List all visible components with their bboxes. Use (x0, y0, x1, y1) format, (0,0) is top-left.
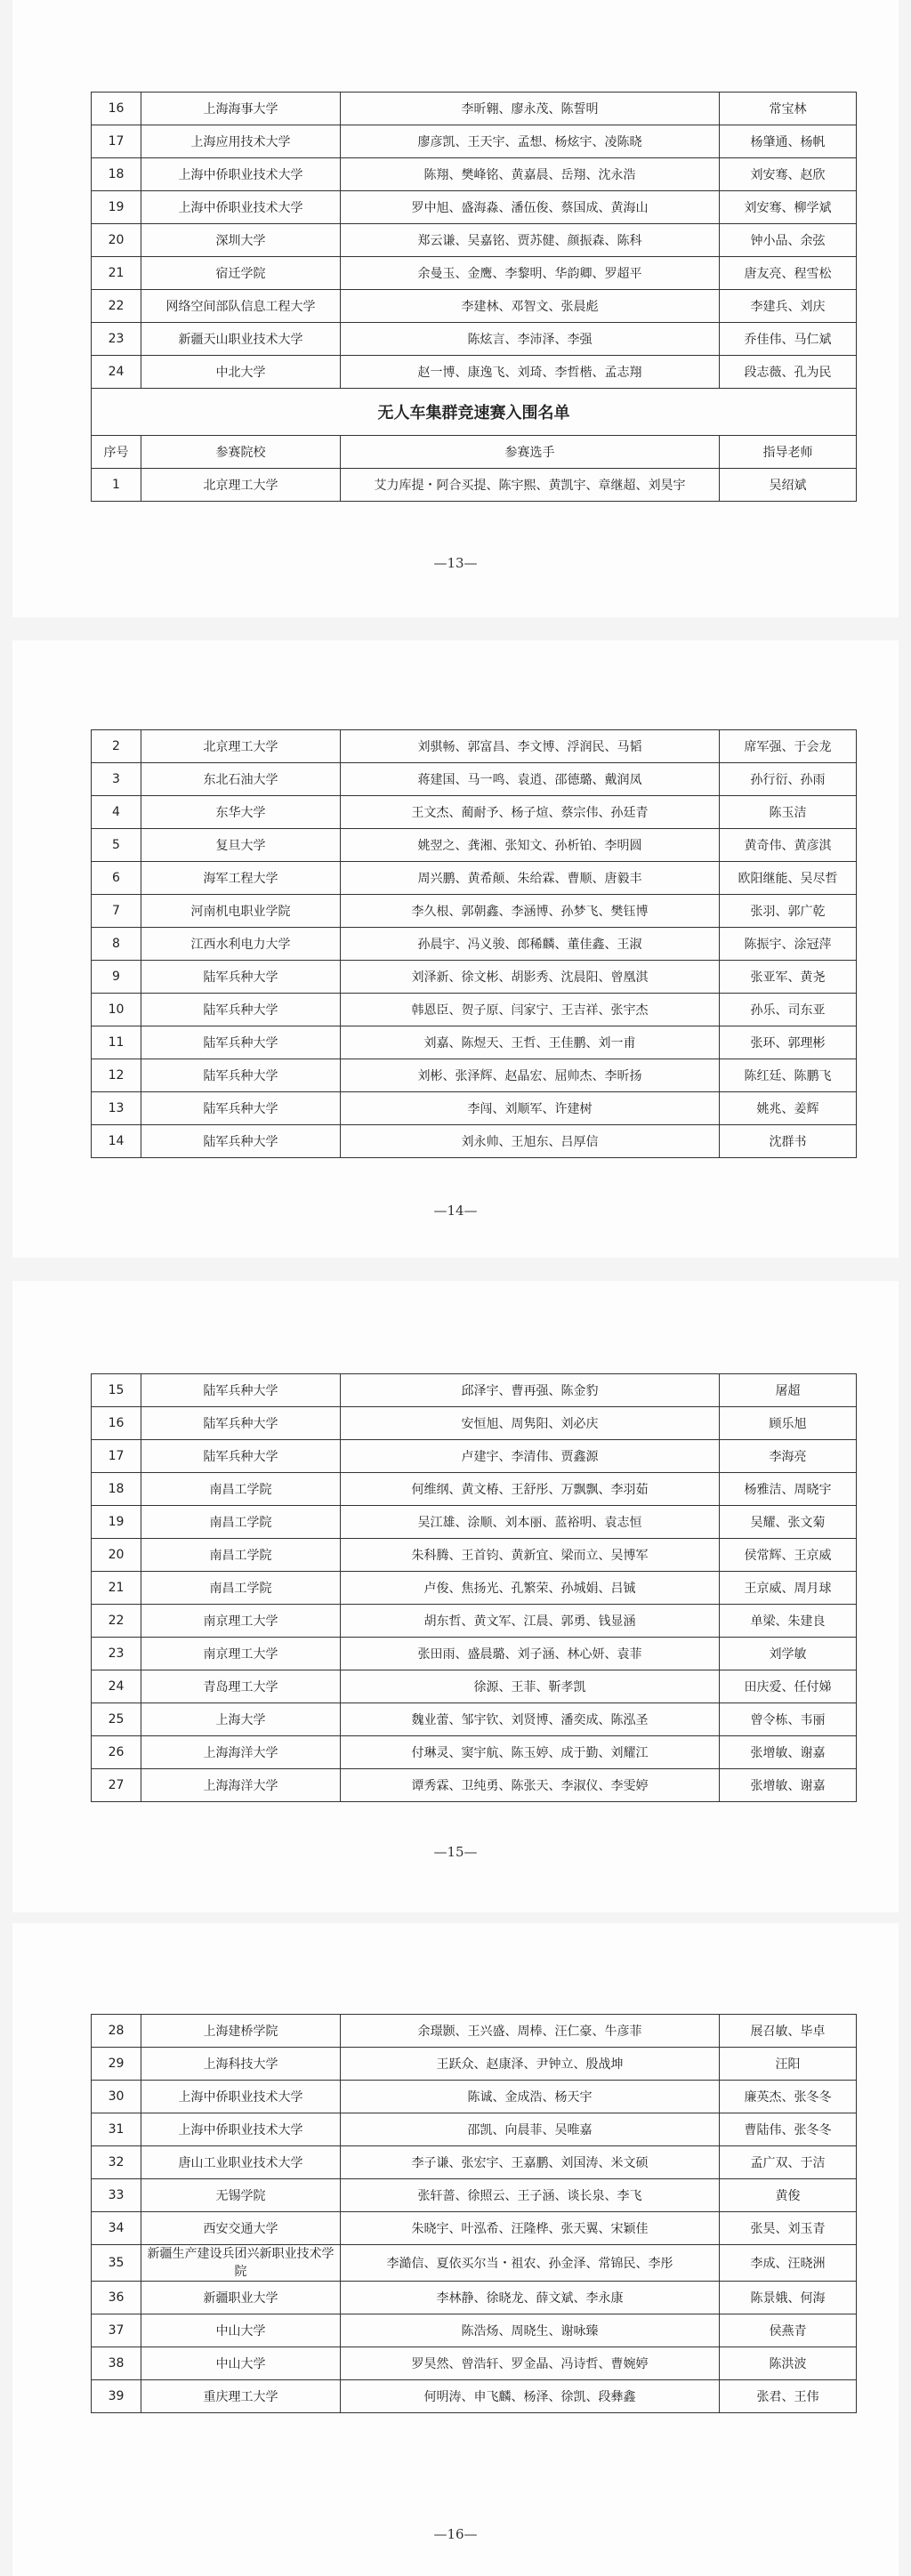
cell-school: 新疆生产建设兵团兴新职业技术学院 (141, 2245, 341, 2282)
cell-number: 17 (92, 125, 141, 158)
page-16 (12, 1923, 899, 2576)
cell-school: 宿迁学院 (141, 257, 341, 290)
cell-advisors: 陈红廷、陈鹏飞 (720, 1059, 857, 1092)
cell-number: 15 (92, 1374, 141, 1407)
cell-advisors: 段志薇、孔为民 (720, 356, 857, 389)
page-number: —13— (433, 555, 478, 571)
cell-number: 21 (92, 1572, 141, 1605)
cell-advisors: 曹陆伟、张冬冬 (720, 2113, 857, 2146)
cell-students: 邱泽宇、曹再强、陈金豹 (341, 1374, 720, 1407)
cell-advisors: 杨肇通、杨帆 (720, 125, 857, 158)
cell-number: 30 (92, 2081, 141, 2113)
cell-number: 26 (92, 1736, 141, 1769)
section-table-body (92, 469, 857, 502)
cell-number: 39 (92, 2380, 141, 2413)
cell-number: 3 (92, 763, 141, 796)
table-row (92, 93, 857, 125)
cell-school: 新疆职业大学 (141, 2282, 341, 2314)
page-13 (12, 0, 899, 617)
table-row (92, 763, 857, 796)
cell-school: 上海中侨职业技术大学 (141, 158, 341, 191)
cell-advisors: 展召敏、毕卓 (720, 2015, 857, 2048)
cell-advisors: 单梁、朱建良 (720, 1605, 857, 1638)
cell-advisors: 汪阳 (720, 2048, 857, 2081)
cell-number: 38 (92, 2347, 141, 2380)
cell-number: 33 (92, 2179, 141, 2212)
table-body (92, 1374, 857, 1802)
table-row (92, 1638, 857, 1670)
table-row (92, 1506, 857, 1539)
cell-advisors: 黄俊 (720, 2179, 857, 2212)
cell-school: 网络空间部队信息工程大学 (141, 290, 341, 323)
table-row (92, 2081, 857, 2113)
table-row (92, 2380, 857, 2413)
cell-advisors: 张环、郭理彬 (720, 1026, 857, 1059)
cell-advisors: 陈振宇、涂冠萍 (720, 928, 857, 961)
cell-advisors: 廉英杰、张冬冬 (720, 2081, 857, 2113)
cell-school: 上海中侨职业技术大学 (141, 2081, 341, 2113)
cell-number: 17 (92, 1440, 141, 1473)
cell-students: 王跃众、赵康泽、尹钟立、殷战坤 (341, 2048, 720, 2081)
cell-school: 上海海事大学 (141, 93, 341, 125)
cell-advisors: 刘安骞、赵欣 (720, 158, 857, 191)
cell-school: 东华大学 (141, 796, 341, 829)
table-row (92, 2212, 857, 2245)
cell-advisors: 张昊、刘玉青 (720, 2212, 857, 2245)
table-row (92, 2015, 857, 2048)
cell-students: 陈诚、金成浩、杨天宇 (341, 2081, 720, 2113)
cell-advisors: 姚兆、姜辉 (720, 1092, 857, 1125)
cell-number: 10 (92, 994, 141, 1026)
cell-school: 上海海洋大学 (141, 1736, 341, 1769)
cell-number: 19 (92, 191, 141, 224)
cell-advisors: 刘学敏 (720, 1638, 857, 1670)
cell-students: 朱科腾、王首钧、黄新宜、梁而立、吴博军 (341, 1539, 720, 1572)
cell-number: 18 (92, 1473, 141, 1506)
cell-school: 南昌工学院 (141, 1572, 341, 1605)
cell-students: 刘泽新、徐文彬、胡影秀、沈晨阳、曾凰淇 (341, 961, 720, 994)
cell-school: 上海科技大学 (141, 2048, 341, 2081)
cell-number: 21 (92, 257, 141, 290)
cell-advisors: 顾乐旭 (720, 1407, 857, 1440)
cell-students: 张轩蔷、徐照云、王子涵、谈长泉、李飞 (341, 2179, 720, 2212)
cell-advisors: 常宝林 (720, 93, 857, 125)
cell-school: 西安交通大学 (141, 2212, 341, 2245)
page-14 (12, 640, 899, 1258)
cell-students: 魏业蕾、邹宇钦、刘贤博、潘奕成、陈泓圣 (341, 1703, 720, 1736)
table-row (92, 1539, 857, 1572)
table-row (92, 2146, 857, 2179)
header-row (92, 436, 857, 469)
cell-number: 1 (92, 469, 141, 502)
cell-advisors: 吴耀、张文菊 (720, 1506, 857, 1539)
table-row (92, 1440, 857, 1473)
header-school: 参赛院校 (141, 436, 341, 469)
cell-school: 中山大学 (141, 2314, 341, 2347)
cell-students: 艾力库提・阿合买提、陈宇熙、黄凯宇、章继超、刘昊宇 (341, 469, 720, 502)
cell-school: 陆军兵种大学 (141, 1407, 341, 1440)
cell-number: 12 (92, 1059, 141, 1092)
table-body (92, 730, 857, 1158)
table-header (92, 436, 857, 469)
cell-students: 张田雨、盛晨璐、刘子涵、林心妍、袁菲 (341, 1638, 720, 1670)
table-row (92, 796, 857, 829)
cell-advisors: 沈群书 (720, 1125, 857, 1158)
cell-school: 复旦大学 (141, 829, 341, 862)
roster-table-page-13 (91, 92, 857, 502)
cell-advisors: 张亚军、黄尧 (720, 961, 857, 994)
cell-school: 上海中侨职业技术大学 (141, 2113, 341, 2146)
cell-students: 李闯、刘顺军、许建树 (341, 1092, 720, 1125)
cell-school: 重庆理工大学 (141, 2380, 341, 2413)
cell-number: 24 (92, 1670, 141, 1703)
table-row (92, 257, 857, 290)
cell-number: 35 (92, 2245, 141, 2282)
page-15 (12, 1281, 899, 1912)
cell-school: 中山大学 (141, 2347, 341, 2380)
table-row (92, 290, 857, 323)
cell-students: 罗中旭、盛海淼、潘伍俊、蔡国成、黄海山 (341, 191, 720, 224)
cell-number: 9 (92, 961, 141, 994)
cell-number: 22 (92, 290, 141, 323)
table-row (92, 928, 857, 961)
cell-school: 上海应用技术大学 (141, 125, 341, 158)
table-row (92, 1473, 857, 1506)
cell-school: 青岛理工大学 (141, 1670, 341, 1703)
cell-students: 周兴鹏、黄希颠、朱给霖、曹顺、唐毅丰 (341, 862, 720, 895)
cell-number: 4 (92, 796, 141, 829)
cell-students: 姚翌之、龚湘、张知文、孙析铂、李明圆 (341, 829, 720, 862)
cell-advisors: 李成、汪晓洲 (720, 2245, 857, 2282)
cell-school: 无锡学院 (141, 2179, 341, 2212)
cell-advisors: 张增敏、谢嘉 (720, 1769, 857, 1802)
cell-students: 刘嘉、陈煜天、王哲、王佳鹏、刘一甫 (341, 1026, 720, 1059)
cell-advisors: 杨雅洁、周晓宇 (720, 1473, 857, 1506)
page-number: —14— (433, 1203, 478, 1219)
cell-students: 陈翔、樊峰铭、黄嘉晨、岳翔、沈永浩 (341, 158, 720, 191)
cell-students: 王文杰、蔺耐予、杨子煊、蔡宗伟、孙廷青 (341, 796, 720, 829)
cell-school: 陆军兵种大学 (141, 994, 341, 1026)
cell-school: 陆军兵种大学 (141, 1374, 341, 1407)
header-number: 序号 (92, 436, 141, 469)
cell-school: 唐山工业职业技术大学 (141, 2146, 341, 2179)
table-row (92, 2048, 857, 2081)
roster-table-page-16 (91, 2014, 857, 2413)
cell-students: 余璟颢、王兴盛、周棒、汪仁豪、牛彦菲 (341, 2015, 720, 2048)
cell-school: 陆军兵种大学 (141, 1440, 341, 1473)
table-row (92, 1670, 857, 1703)
cell-advisors: 钟小品、余弦 (720, 224, 857, 257)
cell-school: 陆军兵种大学 (141, 1125, 341, 1158)
table-row (92, 191, 857, 224)
table-row (92, 2314, 857, 2347)
table-row (92, 323, 857, 356)
cell-number: 16 (92, 1407, 141, 1440)
page-number: —16— (433, 2526, 478, 2542)
cell-advisors: 陈景娥、何海 (720, 2282, 857, 2314)
cell-students: 罗昊然、曾浩轩、罗金晶、冯诗哲、曹婉婷 (341, 2347, 720, 2380)
cell-students: 付琳灵、窦宇航、陈玉婷、成于勤、刘耀江 (341, 1736, 720, 1769)
cell-advisors: 曾令栋、韦丽 (720, 1703, 857, 1736)
cell-school: 深圳大学 (141, 224, 341, 257)
cell-number: 23 (92, 323, 141, 356)
cell-number: 11 (92, 1026, 141, 1059)
cell-advisors: 欧阳继能、吴尽哲 (720, 862, 857, 895)
table-row (92, 1407, 857, 1440)
table-row (92, 1374, 857, 1407)
cell-school: 南京理工大学 (141, 1638, 341, 1670)
cell-number: 25 (92, 1703, 141, 1736)
cell-advisors: 侯燕青 (720, 2314, 857, 2347)
cell-students: 李澔信、夏依买尔当・祖农、孙金泽、常锦民、李彤 (341, 2245, 720, 2282)
cell-students: 卢俊、焦扬光、孔繁荣、孙城娟、吕铖 (341, 1572, 720, 1605)
table-row (92, 862, 857, 895)
table-row (92, 158, 857, 191)
table-row (92, 1026, 857, 1059)
cell-students: 安恒旭、周隽阳、刘必庆 (341, 1407, 720, 1440)
cell-students: 李建林、邓智文、张晨彪 (341, 290, 720, 323)
cell-students: 孙晨宇、冯义骏、郎稀麟、董佳鑫、王淑 (341, 928, 720, 961)
cell-number: 22 (92, 1605, 141, 1638)
cell-advisors: 孙乐、司东亚 (720, 994, 857, 1026)
cell-number: 7 (92, 895, 141, 928)
cell-students: 胡东哲、黄文军、江晨、郭勇、钱显涵 (341, 1605, 720, 1638)
table-row (92, 2113, 857, 2146)
cell-number: 13 (92, 1092, 141, 1125)
cell-advisors: 张增敏、谢嘉 (720, 1736, 857, 1769)
cell-school: 北京理工大学 (141, 730, 341, 763)
roster-table-page-14 (91, 729, 857, 1158)
cell-advisors: 陈玉洁 (720, 796, 857, 829)
cell-advisors: 黄奇伟、黄彦淇 (720, 829, 857, 862)
cell-number: 2 (92, 730, 141, 763)
cell-advisors: 孙行衍、孙雨 (720, 763, 857, 796)
cell-advisors: 李海亮 (720, 1440, 857, 1473)
table-row (92, 1736, 857, 1769)
cell-advisors: 陈洪波 (720, 2347, 857, 2380)
cell-students: 刘彬、张泽辉、赵晶宏、屈帅杰、李昕扬 (341, 1059, 720, 1092)
cell-number: 29 (92, 2048, 141, 2081)
cell-students: 邵凯、向晨菲、吴唯嘉 (341, 2113, 720, 2146)
cell-students: 蒋建国、马一鸣、袁逍、邵德璐、戴润凤 (341, 763, 720, 796)
table-row (92, 1092, 857, 1125)
header-students: 参赛选手 (341, 436, 720, 469)
cell-number: 19 (92, 1506, 141, 1539)
section-title: 无人车集群竞速赛入围名单 (92, 389, 857, 436)
cell-students: 陈浩炀、周晓生、谢咏臻 (341, 2314, 720, 2347)
cell-number: 20 (92, 1539, 141, 1572)
cell-number: 36 (92, 2282, 141, 2314)
cell-school: 北京理工大学 (141, 469, 341, 502)
cell-students: 陈炫言、李沛泽、李强 (341, 323, 720, 356)
cell-school: 东北石油大学 (141, 763, 341, 796)
table-row (92, 829, 857, 862)
cell-advisors: 屠超 (720, 1374, 857, 1407)
cell-school: 海军工程大学 (141, 862, 341, 895)
cell-number: 31 (92, 2113, 141, 2146)
cell-school: 河南机电职业学院 (141, 895, 341, 928)
cell-number: 16 (92, 93, 141, 125)
cell-students: 何维纲、黄文椿、王舒彤、万飘飘、李羽茹 (341, 1473, 720, 1506)
cell-number: 23 (92, 1638, 141, 1670)
cell-students: 何明涛、申飞麟、杨泽、徐凯、段彝鑫 (341, 2380, 720, 2413)
cell-students: 郑云谦、吴嘉铭、贾苏健、颜振森、陈科 (341, 224, 720, 257)
table-row (92, 356, 857, 389)
cell-school: 南昌工学院 (141, 1539, 341, 1572)
table-row (92, 224, 857, 257)
cell-students: 刘永帅、王旭东、吕厚信 (341, 1125, 720, 1158)
cell-students: 李昕翱、廖永茂、陈誓明 (341, 93, 720, 125)
cell-advisors: 乔佳伟、马仁斌 (720, 323, 857, 356)
table-row (92, 1769, 857, 1802)
cell-students: 韩恩臣、贺子原、闫家宁、王吉祥、张宇杰 (341, 994, 720, 1026)
cell-advisors: 李建兵、刘庆 (720, 290, 857, 323)
cell-students: 刘骐畅、郭富昌、李文博、浮润民、马韬 (341, 730, 720, 763)
cell-school: 上海建桥学院 (141, 2015, 341, 2048)
cell-students: 卢建宇、李清伟、贾鑫源 (341, 1440, 720, 1473)
table-row (92, 2282, 857, 2314)
table-row (92, 961, 857, 994)
table-body (92, 93, 857, 389)
cell-number: 27 (92, 1769, 141, 1802)
section-title-row (92, 389, 857, 436)
cell-number: 14 (92, 1125, 141, 1158)
header-advisors: 指导老师 (720, 436, 857, 469)
cell-school: 上海海洋大学 (141, 1769, 341, 1802)
cell-advisors: 张羽、郭广乾 (720, 895, 857, 928)
cell-school: 陆军兵种大学 (141, 1092, 341, 1125)
table-row (92, 1703, 857, 1736)
cell-number: 8 (92, 928, 141, 961)
page-number: —15— (433, 1844, 478, 1860)
table-row (92, 1125, 857, 1158)
cell-school: 南昌工学院 (141, 1506, 341, 1539)
table-row (92, 2347, 857, 2380)
cell-school: 陆军兵种大学 (141, 1026, 341, 1059)
cell-advisors: 侯常辉、王京威 (720, 1539, 857, 1572)
cell-number: 34 (92, 2212, 141, 2245)
table-row (92, 2245, 857, 2282)
cell-number: 6 (92, 862, 141, 895)
cell-students: 谭秀霖、卫纯勇、陈张天、李淑仪、李雯婷 (341, 1769, 720, 1802)
cell-number: 18 (92, 158, 141, 191)
cell-school: 上海中侨职业技术大学 (141, 191, 341, 224)
roster-table-page-15 (91, 1373, 857, 1802)
cell-students: 廖彦凯、王天宇、孟想、杨炫宇、凌陈晓 (341, 125, 720, 158)
table-row (92, 1059, 857, 1092)
table-row (92, 730, 857, 763)
cell-number: 28 (92, 2015, 141, 2048)
cell-school: 中北大学 (141, 356, 341, 389)
table-row (92, 994, 857, 1026)
cell-advisors: 孟广双、于洁 (720, 2146, 857, 2179)
cell-school: 上海大学 (141, 1703, 341, 1736)
cell-students: 李久根、郭朝鑫、李涵博、孙梦飞、樊钰博 (341, 895, 720, 928)
cell-number: 20 (92, 224, 141, 257)
cell-school: 南昌工学院 (141, 1473, 341, 1506)
cell-students: 李子谦、张宏宇、王嘉鹏、刘国涛、米文硕 (341, 2146, 720, 2179)
cell-students: 吴江雄、涂顺、刘本丽、蓝裕明、袁志恒 (341, 1506, 720, 1539)
table-row (92, 469, 857, 502)
cell-advisors: 张君、王伟 (720, 2380, 857, 2413)
cell-school: 江西水利电力大学 (141, 928, 341, 961)
cell-students: 余曼玉、金鹰、李黎明、华韵卿、罗超平 (341, 257, 720, 290)
table-row (92, 1605, 857, 1638)
table-row (92, 125, 857, 158)
cell-students: 徐源、王菲、靳孝凯 (341, 1670, 720, 1703)
table-row (92, 2179, 857, 2212)
cell-students: 李林静、徐晓龙、薛文斌、李永康 (341, 2282, 720, 2314)
cell-advisors: 刘安骞、柳学斌 (720, 191, 857, 224)
table-row (92, 895, 857, 928)
cell-advisors: 田庆爱、任付娣 (720, 1670, 857, 1703)
cell-number: 24 (92, 356, 141, 389)
table-body (92, 2015, 857, 2413)
cell-school: 陆军兵种大学 (141, 1059, 341, 1092)
table-row (92, 1572, 857, 1605)
cell-number: 37 (92, 2314, 141, 2347)
cell-school: 新疆天山职业技术大学 (141, 323, 341, 356)
cell-advisors: 吴绍斌 (720, 469, 857, 502)
cell-advisors: 唐友亮、程雪松 (720, 257, 857, 290)
cell-number: 32 (92, 2146, 141, 2179)
cell-school: 南京理工大学 (141, 1605, 341, 1638)
cell-school: 陆军兵种大学 (141, 961, 341, 994)
cell-students: 赵一博、康逸飞、刘琦、李哲楷、孟志翔 (341, 356, 720, 389)
cell-students: 朱晓宇、叶泓希、汪隆桦、张天翼、宋颖佳 (341, 2212, 720, 2245)
cell-number: 5 (92, 829, 141, 862)
cell-advisors: 席军强、于会龙 (720, 730, 857, 763)
cell-advisors: 王京威、周月球 (720, 1572, 857, 1605)
